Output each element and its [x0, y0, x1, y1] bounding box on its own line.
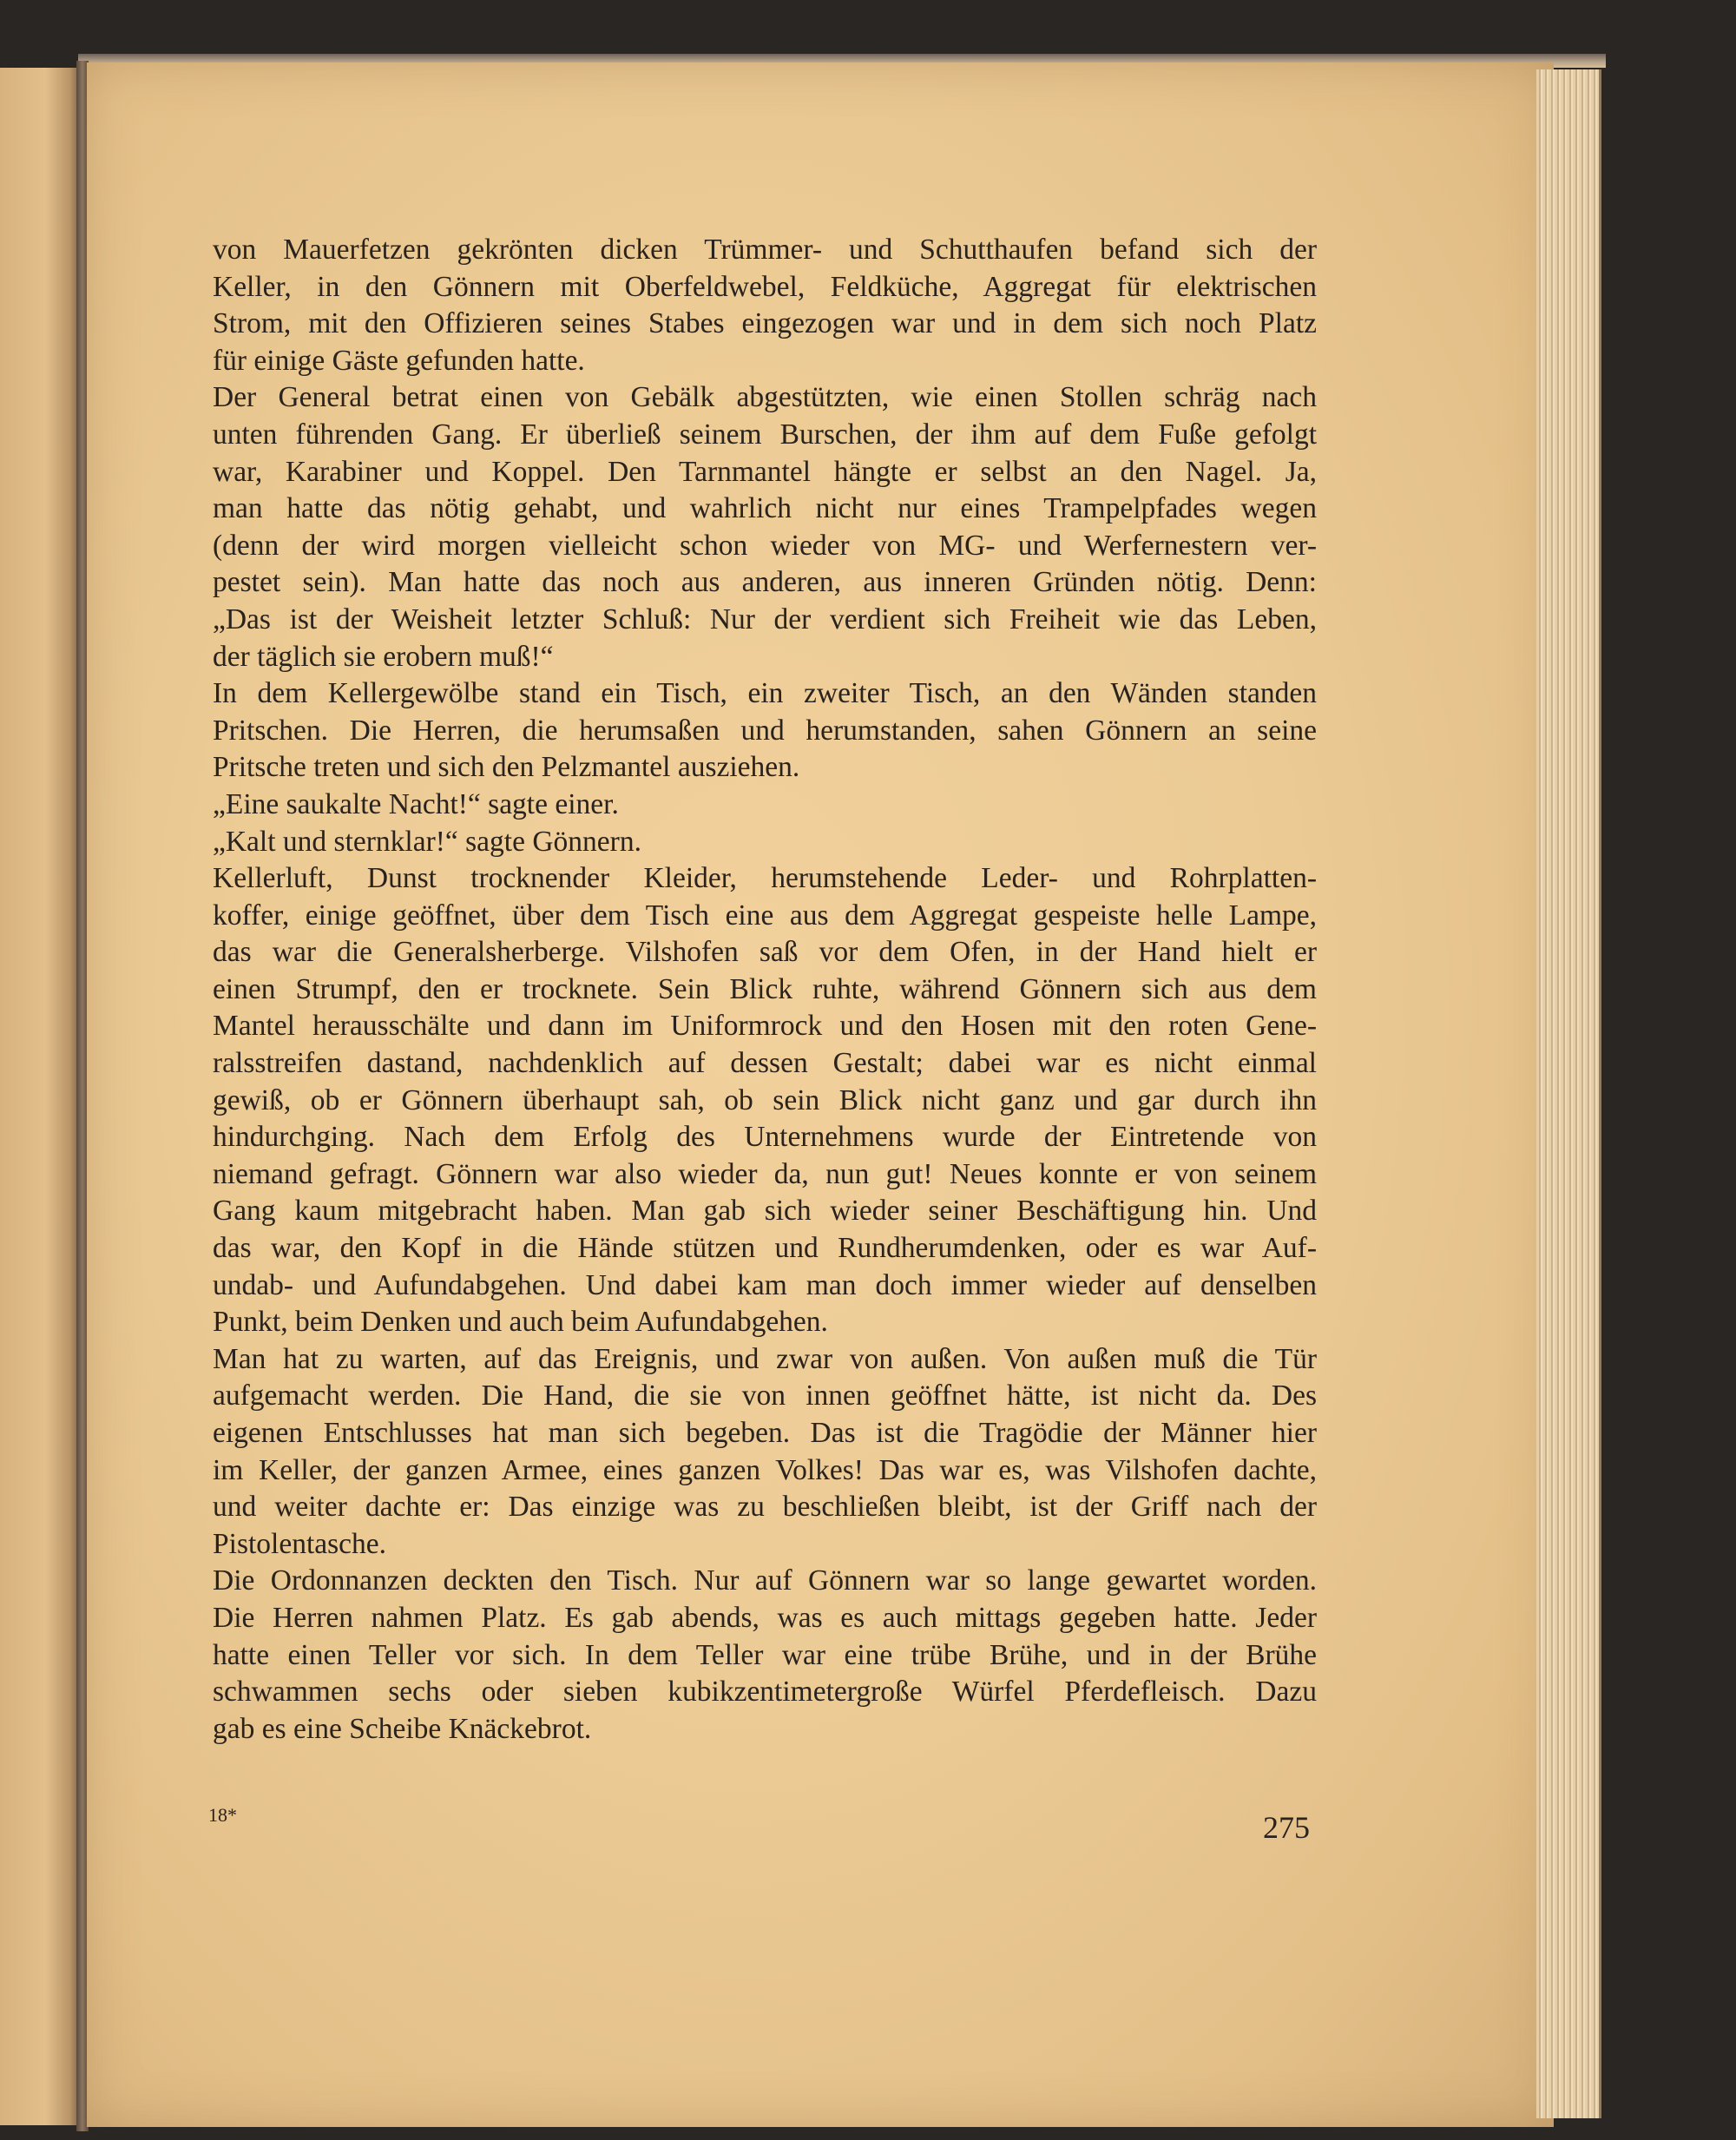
- text-line: aufgemacht werden. Die Hand, die sie von innen geöffnet hätte, ist nicht da. Des: [213, 1379, 1317, 1412]
- text-line: von Mauerfetzen gekrönten dicken Trümmer- und Schutthaufen befand sich der: [213, 234, 1317, 266]
- text-line: Der General betrat einen von Gebälk abgestützten, wie einen Stollen schräg nach: [213, 381, 1317, 414]
- text-line: das war, den Kopf in die Hände stützen und Rundherumdenken, oder es war Auf-: [213, 1232, 1317, 1265]
- text-line: hindurchging. Nach dem Erfolg des Unternehmens wurde der Eintretende von: [213, 1121, 1317, 1154]
- text-line: koffer, einige geöffnet, über dem Tisch eine aus dem Aggregat gespeiste helle Lampe,: [213, 899, 1317, 932]
- text-line: (denn der wird morgen vielleicht schon wieder von MG- und Werfernestern ver-: [213, 529, 1317, 562]
- text-line: und weiter dachte er: Das einzige was zu beschließen bleibt, ist der Griff nach der: [213, 1491, 1317, 1524]
- page-block-edges: [1536, 69, 1601, 2118]
- text-line: Man hat zu warten, auf das Ereignis, und zwar von außen. Von außen muß die Tür: [213, 1342, 1317, 1375]
- text-line: der täglich sie erobern muß!“: [213, 640, 554, 673]
- text-line: war, Karabiner und Koppel. Den Tarnmantel hängte er selbst an den Nagel. Ja,: [213, 455, 1317, 488]
- body-text: [213, 232, 1317, 1748]
- text-line: ralsstreifen dastand, nachdenklich auf dessen Gestalt; dabei war es nicht einmal: [213, 1047, 1317, 1080]
- text-line: Die Herren nahmen Platz. Es gab abends, was es auch mittags gegeben hatte. Jeder: [213, 1601, 1317, 1634]
- text-line: einen Strumpf, den er trocknete. Sein Blick ruhte, während Gönnern sich aus dem: [213, 972, 1317, 1005]
- text-line: Strom, mit den Offizieren seines Stabes eingezogen war und in dem sich noch Platz: [213, 307, 1317, 340]
- text-line: das war die Generalsherberge. Vilshofen saß vor dem Ofen, in der Hand hielt er: [213, 936, 1317, 969]
- text-line: niemand gefragt. Gönnern war also wieder da, nun gut! Neues konnte er von seinem: [213, 1157, 1317, 1190]
- text-line: Kellerluft, Dunst trocknender Kleider, herumstehende Leder- und Rohrplatten-: [213, 862, 1317, 895]
- text-line: undab- und Aufundabgehen. Und dabei kam man doch immer wieder auf denselben: [213, 1268, 1317, 1301]
- text-line: Pistolentasche.: [213, 1527, 387, 1560]
- text-line: Pritschen. Die Herren, die herumsaßen und herumstanden, sahen Gönnern an seine: [213, 714, 1317, 747]
- text-line: gab es eine Scheibe Knäckebrot.: [213, 1712, 592, 1745]
- text-line: „Kalt und sternklar!“ sagte Gönnern.: [213, 825, 641, 858]
- text-line: pestet sein). Man hatte das noch aus anderen, aus inneren Gründen nötig. Denn:: [213, 566, 1317, 599]
- text-line: „Eine saukalte Nacht!“ sagte einer.: [213, 787, 619, 820]
- previous-page-edge: [0, 68, 82, 2125]
- text-line: Die Ordonnanzen deckten den Tisch. Nur auf Gönnern war so lange gewartet worden.: [213, 1564, 1317, 1597]
- signature-mark: 18*: [208, 1804, 237, 1826]
- text-line: Mantel herausschälte und dann im Uniformrock und den Hosen mit den roten Gene-: [213, 1010, 1317, 1043]
- text-line: eigenen Entschlusses hat man sich begeben. Das ist die Tragödie der Männer hier: [213, 1417, 1317, 1449]
- text-line: für einige Gäste gefunden hatte.: [213, 344, 585, 377]
- text-line: hatte einen Teller vor sich. In dem Teller war eine trübe Brühe, und in der Brühe: [213, 1638, 1317, 1671]
- text-line: im Keller, der ganzen Armee, eines ganzen Volkes! Das war es, was Vilshofen dachte,: [213, 1453, 1317, 1486]
- text-line: In dem Kellergewölbe stand ein Tisch, ein zweiter Tisch, an den Wänden standen: [213, 677, 1317, 710]
- page-number: 275: [1263, 1810, 1310, 1845]
- text-line: unten führenden Gang. Er überließ seinem Burschen, der ihm auf dem Fuße gefolgt: [213, 418, 1317, 451]
- text-line: Keller, in den Gönnern mit Oberfeldwebel, Feldküche, Aggregat für elektrischen: [213, 270, 1317, 303]
- text-line: gewiß, ob er Gönnern überhaupt sah, ob sein Blick nicht ganz und gar durch ihn: [213, 1083, 1317, 1116]
- text-line: Punkt, beim Denken und auch beim Aufundabgehen.: [213, 1306, 828, 1339]
- text-line: Pritsche treten und sich den Pelzmantel ausziehen.: [213, 751, 800, 784]
- text-line: Gang kaum mitgebracht haben. Man gab sich wieder seiner Beschäftigung hin. Und: [213, 1195, 1317, 1228]
- text-line: schwammen sechs oder sieben kubikzentimetergroße Würfel Pferdefleisch. Dazu: [213, 1676, 1317, 1709]
- text-line: man hatte das nötig gehabt, und wahrlich nicht nur eines Trampelpfades wegen: [213, 492, 1317, 525]
- text-line: „Das ist der Weisheit letzter Schluß: Nur der verdient sich Freiheit wie das Leben,: [213, 602, 1317, 635]
